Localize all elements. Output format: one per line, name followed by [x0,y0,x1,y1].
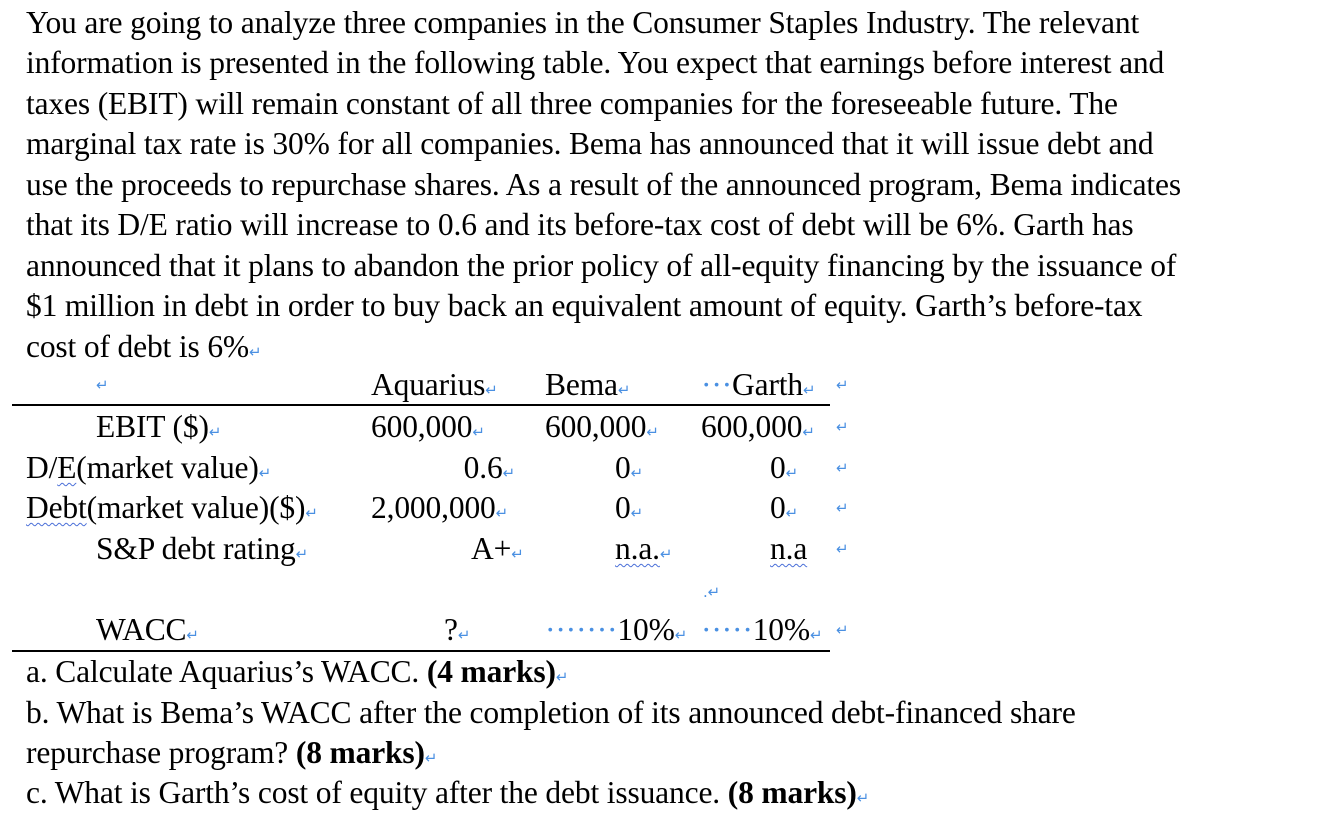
cell-wacc-garth: ·····10%↵ [701,612,823,647]
intro-line: You are going to analyze three companies in the Consumer Staples Industry. The relevant [26,5,1140,40]
cell-end-mark-icon: ↵ [305,504,318,522]
cell-end-mark-icon: ↵ [802,423,815,441]
cell-debt-aquarius: 2,000,000↵ [371,490,509,525]
cell-end-mark-icon: ↵ [485,381,498,399]
row-end-mark-icon: ↵ [836,376,849,394]
formatting-dots: ··· [701,367,733,402]
row-label-wacc: WACC↵ [96,612,199,647]
question-b-line2: repurchase program? (8 marks)↵ [26,735,438,770]
cell-de-aquarius: 0.6↵ [463,450,515,485]
intro-line: that its D/E ratio will increase to 0.6 and its before-tax cost of debt will be 6%. Garth has [26,207,1134,242]
cell-end-mark-icon: ↵ [208,423,222,441]
intro-line: information is presented in the following table. You expect that earnings before interest and [26,45,1165,80]
formatting-dots: ······· [545,612,618,647]
intro-line: use the proceeds to repurchase shares. As a result of the announced program, Bema indicates [26,167,1181,202]
cell-end-mark-icon: ↵ [502,464,515,482]
formatting-dots: ····· [701,612,753,647]
cell-end-mark-icon: ↵ [457,626,471,644]
intro-line: taxes (EBIT) will remain constant of all three companies for the foreseeable future. The [26,86,1118,121]
question-c: c. What is Garth’s cost of equity after the debt issuance. (8 marks)↵ [26,775,870,810]
row-end-mark-icon: ↵ [836,540,849,558]
cell-ebit-aquarius: 600,000↵ [371,409,485,444]
cell-rating-aquarius: A+↵ [471,531,524,566]
row-end-mark-icon: ↵ [836,499,849,517]
cell-end-mark-icon: ↵ [810,626,823,644]
question-a: a. Calculate Aquarius’s WACC. (4 marks)↵ [26,654,569,689]
cell-end-mark-icon: ↵ [674,626,688,644]
cell-de-bema: 0↵ [615,450,644,485]
paragraph-mark-icon: ↵ [249,343,262,361]
cell-wacc-bema: ·······10%↵ [545,612,688,647]
intro-line: marginal tax rate is 30% for all companies. Bema has announced that it will issue debt and [26,126,1154,161]
cell-end-mark-icon: ↵ [258,464,272,482]
cell-end-mark-icon: ↵ [630,504,644,522]
row-end-mark-icon: ↵ [836,621,849,639]
cell-end-mark-icon: ↵ [472,423,485,441]
header-garth: ···Garth↵ [701,367,816,402]
header-bema: Bema↵ [545,367,631,402]
intro-line-last: cost of debt is 6%↵ [26,329,262,364]
cell-end-mark-icon: ↵ [295,545,308,563]
paragraph-mark-icon: ↵ [555,668,569,686]
header-aquarius: Aquarius↵ [371,367,498,402]
cell-end-mark-icon: ↵ [495,504,509,522]
paragraph-mark-icon: ↵ [856,789,870,807]
question-b-line1: b. What is Bema’s WACC after the completion of its announced debt-financed share [26,695,1076,730]
row-label-ebit: EBIT ($)↵ [96,409,222,444]
cell-ebit-garth: 600,000↵ [701,409,815,444]
row-label-rating: S&P debt rating↵ [96,531,308,566]
empty-paragraph-mark-icon: .↵ [703,583,721,601]
cell-end-mark-icon: ↵ [646,423,659,441]
cell-end-mark-icon: ↵ [803,381,816,399]
cell-wacc-aquarius: ?↵ [444,612,471,647]
cell-ebit-bema: 600,000↵ [545,409,659,444]
cell-de-garth: 0↵ [770,450,799,485]
row-label-de: D/E(market value)↵ [26,450,272,485]
cell-rating-bema: n.a.↵ [615,531,673,566]
cell-rating-garth: n.a [770,531,808,566]
intro-line: announced that it plans to abandon the prior policy of all-equity financing by the issuance of [26,248,1177,283]
cell-end-mark-icon: ↵ [186,626,199,644]
cell-end-mark-icon: ↵ [96,376,109,394]
cell-end-mark-icon: ↵ [785,464,799,482]
cell-debt-bema: 0↵ [615,490,644,525]
cell-end-mark-icon: ↵ [511,545,524,563]
cell-end-mark-icon: ↵ [617,381,631,399]
cell-end-mark-icon: ↵ [785,504,799,522]
cell-end-mark-icon: ↵ [630,464,644,482]
row-label-debt: Debt(market value)($)↵ [26,490,318,525]
row-end-mark-icon: ↵ [836,418,849,436]
cell-end-mark-icon: ↵ [659,545,673,563]
cell-debt-garth: 0↵ [770,490,799,525]
table-top-rule [12,404,830,406]
paragraph-mark-icon: ↵ [424,749,438,767]
row-end-mark-icon: ↵ [836,459,849,477]
intro-line: $1 million in debt in order to buy back an equivalent amount of equity. Garth’s before-tax [26,288,1143,323]
